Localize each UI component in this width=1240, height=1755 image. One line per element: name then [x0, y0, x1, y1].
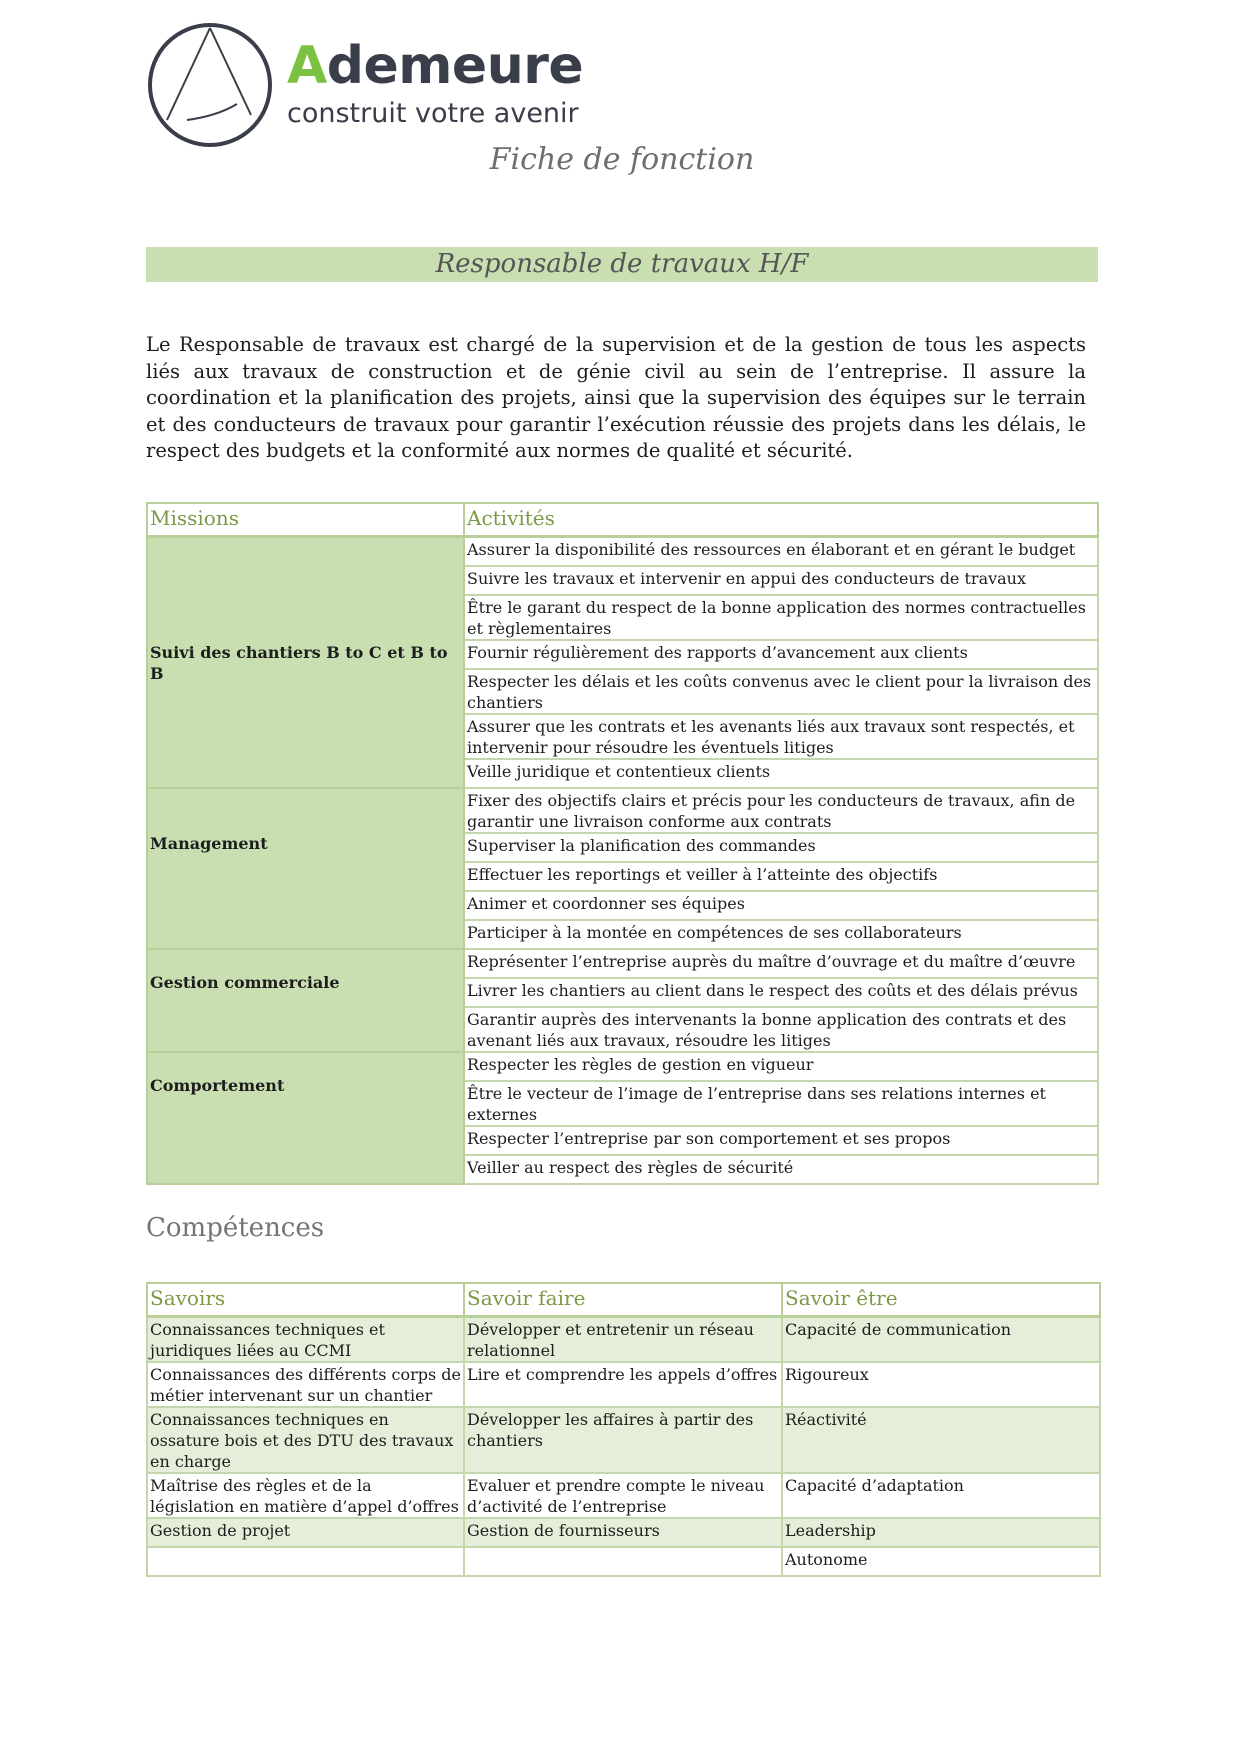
table-cell: Leadership: [782, 1518, 1100, 1547]
activity-cell: Respecter l’entreprise par son comportement et ses propos: [464, 1126, 1098, 1155]
table-row: [147, 1052, 1098, 1081]
brand-tagline: construit votre avenir: [287, 98, 579, 129]
column-header-savoir-faire: Savoir faire: [464, 1283, 782, 1317]
table-cell: Connaissances techniques et juridiques liées au CCMI: [147, 1317, 464, 1363]
table-row: [147, 1407, 1100, 1473]
brand-name: Ademeure: [287, 36, 584, 96]
activity-cell: Assurer la disponibilité des ressources en élaborant et en gérant le budget: [464, 537, 1098, 567]
activity-cell: Fixer des objectifs clairs et précis pour les conducteurs de travaux, afin de garantir une livraison conforme aux contrats: [464, 788, 1098, 833]
table-row: [147, 537, 1098, 567]
activity-cell: Veiller au respect des règles de sécurité: [464, 1155, 1098, 1184]
mission-cell: Gestion commerciale: [147, 949, 464, 1052]
mission-cell: Management: [147, 788, 464, 949]
table-row: [147, 1317, 1100, 1363]
activity-cell: Superviser la planification des commandes: [464, 833, 1098, 862]
role-description: Le Responsable de travaux est chargé de la supervision et de la gestion de tous les aspects liés aux travaux de construction et de génie civil au sein de l’entreprise. Il assure la coordination et la planification des projets, ainsi que la supervision des équipes sur le terrain et des conducteurs de travaux pour garantir l’exécution réussie des projets dans les délais, le respect des budgets et la conformité aux normes de qualité et sécurité.: [146, 333, 1086, 462]
company-logo: [145, 20, 745, 150]
table-cell: Rigoureux: [782, 1362, 1100, 1407]
table-cell: Connaissances techniques en ossature bois et des DTU des travaux en charge: [147, 1407, 464, 1473]
table-cell: Capacité de communication: [782, 1317, 1100, 1363]
table-cell: Gestion de fournisseurs: [464, 1518, 782, 1547]
activity-cell: Effectuer les reportings et veiller à l’atteinte des objectifs: [464, 862, 1098, 891]
document-title: Fiche de fonction: [489, 142, 755, 177]
activity-cell: Assurer que les contrats et les avenants liés aux travaux sont respectés, et intervenir pour résoudre les éventuels litiges: [464, 714, 1098, 759]
table-cell: Evaluer et prendre compte le niveau d’activité de l’entreprise: [464, 1473, 782, 1518]
missions-table: [146, 502, 1099, 1185]
activity-cell: Être le vecteur de l’image de l’entreprise dans ses relations internes et externes: [464, 1081, 1098, 1126]
table-cell: Capacité d’adaptation: [782, 1473, 1100, 1518]
table-cell: Lire et comprendre les appels d’offres: [464, 1362, 782, 1407]
table-row: [147, 1518, 1100, 1547]
table-row: [147, 1547, 1100, 1576]
activity-cell: Suivre les travaux et intervenir en appui des conducteurs de travaux: [464, 566, 1098, 595]
column-header-activities: Activités: [464, 503, 1098, 537]
column-header-savoirs: Savoirs: [147, 1283, 464, 1317]
activity-cell: Représenter l’entreprise auprès du maître d’ouvrage et du maître d’œuvre: [464, 949, 1098, 978]
activity-cell: Animer et coordonner ses équipes: [464, 891, 1098, 920]
mission-cell: Suivi des chantiers B to C et B to B: [147, 537, 464, 789]
table-row: [147, 1362, 1100, 1407]
table-header-row: [147, 1283, 1100, 1317]
table-header-row: [147, 503, 1098, 537]
table-row: [147, 949, 1098, 978]
table-cell: [147, 1547, 464, 1576]
column-header-missions: Missions: [147, 503, 464, 537]
role-title: Responsable de travaux H/F: [146, 247, 1098, 282]
triangle-in-circle-icon: [145, 20, 275, 150]
mission-cell: Comportement: [147, 1052, 464, 1184]
activity-cell: Être le garant du respect de la bonne application des normes contractuelles et règlementaires: [464, 595, 1098, 640]
column-header-savoir-etre: Savoir être: [782, 1283, 1100, 1317]
competences-heading: Compétences: [146, 1213, 325, 1243]
activity-cell: Fournir régulièrement des rapports d’avancement aux clients: [464, 640, 1098, 669]
table-cell: Gestion de projet: [147, 1518, 464, 1547]
table-cell: Connaissances des différents corps de métier intervenant sur un chantier: [147, 1362, 464, 1407]
activity-cell: Livrer les chantiers au client dans le respect des coûts et des délais prévus: [464, 978, 1098, 1007]
activity-cell: Participer à la montée en compétences de ses collaborateurs: [464, 920, 1098, 949]
table-cell: Réactivité: [782, 1407, 1100, 1473]
table-cell: Maîtrise des règles et de la législation en matière d’appel d’offres: [147, 1473, 464, 1518]
activity-cell: Veille juridique et contentieux clients: [464, 759, 1098, 788]
activity-cell: Respecter les règles de gestion en vigueur: [464, 1052, 1098, 1081]
activity-cell: Garantir auprès des intervenants la bonne application des contrats et des avenant liés aux travaux, résoudre les litiges: [464, 1007, 1098, 1052]
table-cell: Autonome: [782, 1547, 1100, 1576]
competences-table: [146, 1282, 1101, 1577]
table-row: [147, 1473, 1100, 1518]
table-cell: Développer les affaires à partir des chantiers: [464, 1407, 782, 1473]
table-cell: Développer et entretenir un réseau relationnel: [464, 1317, 782, 1363]
table-cell: [464, 1547, 782, 1576]
table-row: [147, 788, 1098, 833]
activity-cell: Respecter les délais et les coûts convenus avec le client pour la livraison des chantiers: [464, 669, 1098, 714]
